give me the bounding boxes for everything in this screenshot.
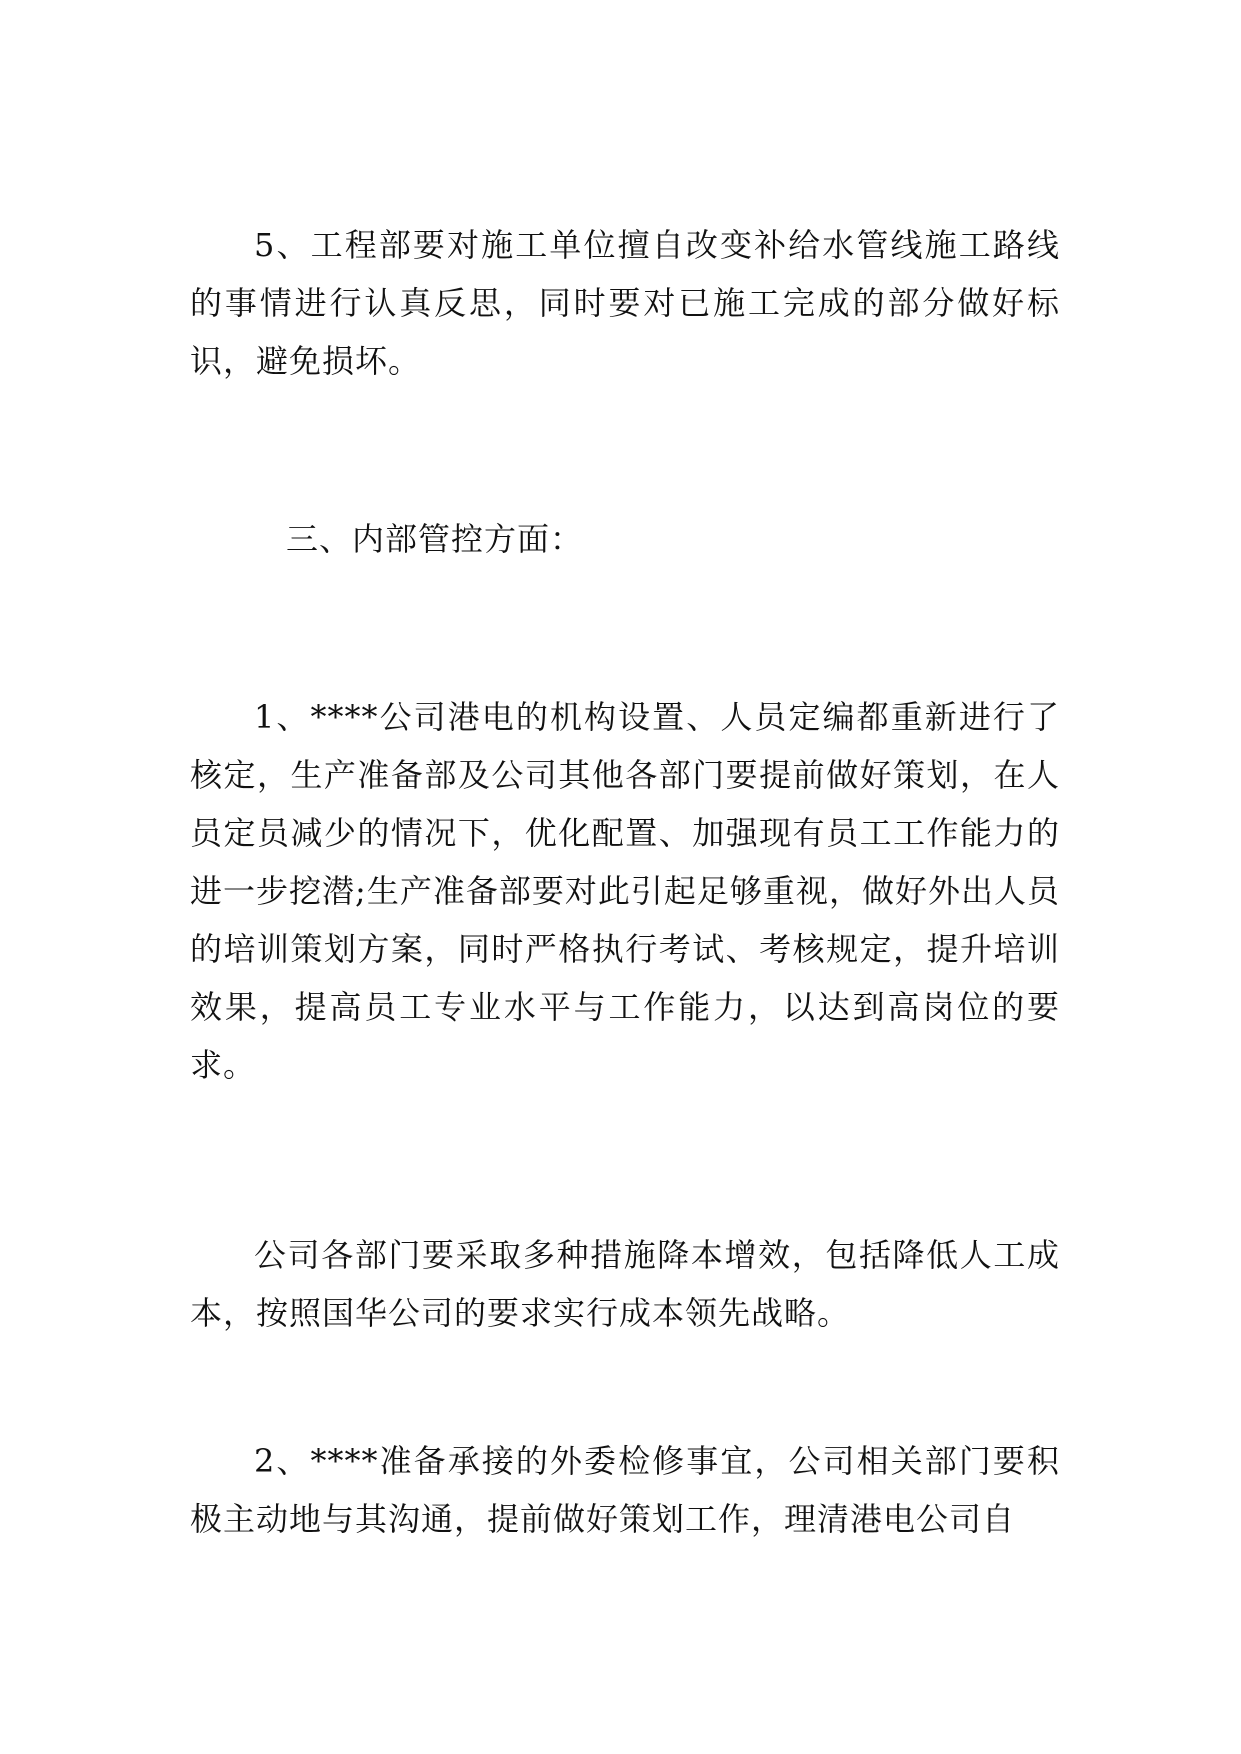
paragraph-cost-reduction: 公司各部门要采取多种措施降本增效，包括降低人工成本，按照国华公司的要求实行成本领先战略。: [190, 1236, 1060, 1332]
paragraph-staffing-training: 1、****公司港电的机构设置、人员定编都重新进行了核定，生产准备部及公司其他各部门要提前做好策划，在人员定员减少的情况下，优化配置、加强现有员工工作能力的进一步挖潜;生产准备部要对此引起足够重视，做好外出人员的培训策划方案，同时严格执行考试、考核规定，提升培训效果，提高员工专业水平与工作能力，以达到高岗位的要求。: [190, 698, 1060, 1084]
paragraph-engineering-pipeline: 5、工程部要对施工单位擅自改变补给水管线施工路线的事情进行认真反思，同时要对已施工完成的部分做好标识，避免损坏。: [190, 226, 1060, 380]
paragraph-outsourced-maintenance: 2、****准备承接的外委检修事宜，公司相关部门要积极主动地与其沟通，提前做好策划工作，理清港电公司自: [190, 1442, 1060, 1538]
section-heading-internal-control: 三、内部管控方面：: [286, 520, 584, 558]
